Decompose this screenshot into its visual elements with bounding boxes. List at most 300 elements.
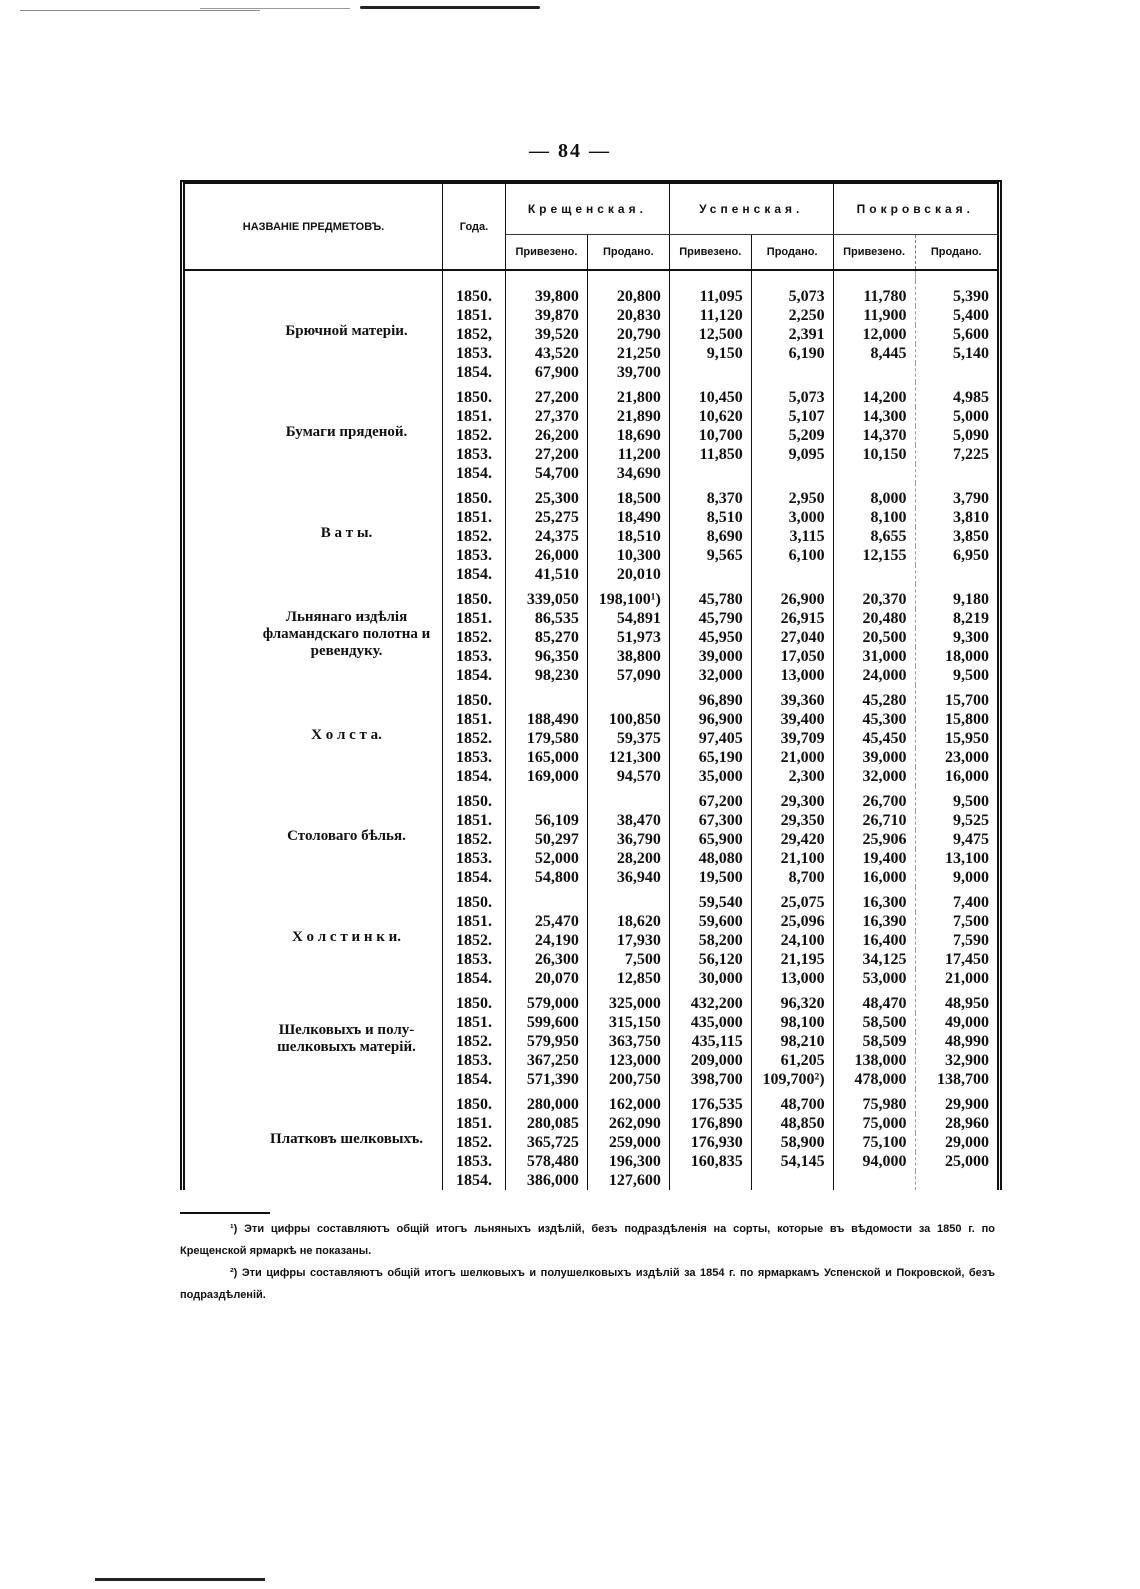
value-cell-k-sold: 34,690 bbox=[587, 464, 669, 483]
value-cell-u-sold: 5,073 bbox=[751, 281, 833, 306]
value-cell-p-in: 20,480 bbox=[833, 609, 915, 628]
value-cell-u-in: 9,565 bbox=[669, 546, 751, 565]
value-cell-p-in: 16,000 bbox=[833, 868, 915, 887]
year-cell: 1850. bbox=[443, 1089, 506, 1114]
value-cell-u-sold: 61,205 bbox=[751, 1051, 833, 1070]
value-cell-u-in: 176,535 bbox=[669, 1089, 751, 1114]
table-row bbox=[185, 685, 997, 710]
year-cell: 1852. bbox=[443, 1133, 506, 1152]
header-brought: Привезено. bbox=[669, 235, 751, 271]
value-cell-k-sold: 59,375 bbox=[587, 729, 669, 748]
header-year: Года. bbox=[443, 184, 506, 270]
value-cell-k-sold: 57,090 bbox=[587, 666, 669, 685]
value-cell-u-sold: 26,900 bbox=[751, 584, 833, 609]
value-cell-p-sold: 5,000 bbox=[953, 408, 989, 425]
year-cell: 1854. bbox=[443, 666, 506, 685]
value-cell-u-sold: 98,100 bbox=[751, 1013, 833, 1032]
year-cell: 1852. bbox=[443, 527, 506, 546]
value-cell-u-sold: 48,700 bbox=[751, 1089, 833, 1114]
value-cell-k-in: 25,470 bbox=[506, 912, 588, 931]
value-cell-k-sold: 262,090 bbox=[587, 1114, 669, 1133]
header-fair-pokrovskaya: Покровская. bbox=[833, 184, 997, 235]
year-cell: 1851. bbox=[443, 306, 506, 325]
year-cell: 1850. bbox=[443, 685, 506, 710]
value-cell-k-sold: 39,700 bbox=[587, 363, 669, 382]
item-name: Бумаги пряденой. bbox=[285, 424, 408, 440]
value-cell-u-in: 35,000 bbox=[669, 767, 751, 786]
value-cell-p-in: 138,000 bbox=[833, 1051, 915, 1070]
value-cell-k-in: 599,600 bbox=[506, 1013, 588, 1032]
year-cell: 1851. bbox=[443, 1114, 506, 1133]
value-cell-p-sold: 3,790 bbox=[953, 490, 989, 507]
value-cell-u-in: 10,700 bbox=[669, 426, 751, 445]
value-cell-p-in: 75,100 bbox=[833, 1133, 915, 1152]
value-cell-k-sold: 11,200 bbox=[587, 445, 669, 464]
value-cell-k-sold: 12,850 bbox=[587, 969, 669, 988]
footnote-rule bbox=[180, 1212, 270, 1214]
value-cell-k-sold: 51,973 bbox=[587, 628, 669, 647]
value-cell-u-sold: 2,391 bbox=[751, 325, 833, 344]
value-cell-u-in bbox=[669, 363, 751, 382]
value-cell-k-in: 98,230 bbox=[506, 666, 588, 685]
value-cell-k-in: 25,275 bbox=[506, 508, 588, 527]
value-cell-p-in: 39,000 bbox=[833, 748, 915, 767]
year-cell: 1854. bbox=[443, 1070, 506, 1089]
value-cell-p-sold: 138,700 bbox=[937, 1071, 989, 1088]
table-row bbox=[185, 483, 997, 508]
year-cell: 1854. bbox=[443, 1171, 506, 1190]
value-cell-p-sold: 15,800 bbox=[945, 711, 989, 728]
value-cell-p-in: 75,980 bbox=[833, 1089, 915, 1114]
value-cell-u-in: 65,900 bbox=[669, 830, 751, 849]
value-cell-p-in: 8,445 bbox=[833, 344, 915, 363]
value-cell-p-sold: 5,600 bbox=[953, 326, 989, 343]
value-cell-p-sold: 7,590 bbox=[953, 932, 989, 949]
value-cell-u-sold: 13,000 bbox=[751, 969, 833, 988]
header-fair-kreshchenskaya: Крещенская. bbox=[506, 184, 670, 235]
year-cell: 1850. bbox=[443, 281, 506, 306]
value-cell-p-in: 8,000 bbox=[833, 483, 915, 508]
year-cell: 1854. bbox=[443, 868, 506, 887]
value-cell-u-sold: 8,700 bbox=[751, 868, 833, 887]
value-cell-p-in: 14,300 bbox=[833, 407, 915, 426]
value-cell-k-sold: 28,200 bbox=[587, 849, 669, 868]
value-cell-k-sold: 54,891 bbox=[587, 609, 669, 628]
year-cell: 1851. bbox=[443, 1013, 506, 1032]
value-cell-k-sold: 17,930 bbox=[587, 931, 669, 950]
year-cell: 1852. bbox=[443, 830, 506, 849]
value-cell-p-sold: 9,180 bbox=[953, 591, 989, 608]
value-cell-k-in bbox=[506, 685, 588, 710]
value-cell-u-in: 8,690 bbox=[669, 527, 751, 546]
value-cell-k-in: 26,300 bbox=[506, 950, 588, 969]
value-cell-p-sold bbox=[915, 363, 997, 382]
value-cell-p-sold bbox=[915, 464, 997, 483]
value-cell-u-sold: 39,400 bbox=[751, 710, 833, 729]
value-cell-u-sold: 5,107 bbox=[751, 407, 833, 426]
value-cell-p-sold: 6,950 bbox=[953, 547, 989, 564]
value-cell-k-in: 56,109 bbox=[506, 811, 588, 830]
value-cell-u-in: 435,000 bbox=[669, 1013, 751, 1032]
year-cell: 1850. bbox=[443, 887, 506, 912]
value-cell-k-in: 188,490 bbox=[506, 710, 588, 729]
value-cell-k-sold: 200,750 bbox=[587, 1070, 669, 1089]
value-cell-u-sold bbox=[751, 464, 833, 483]
value-cell-k-in: 165,000 bbox=[506, 748, 588, 767]
year-cell: 1854. bbox=[443, 464, 506, 483]
scan-artifact bbox=[95, 1578, 265, 1581]
value-cell-u-sold: 5,073 bbox=[751, 382, 833, 407]
item-name: Брючной матеріи. bbox=[285, 323, 408, 339]
header-sold: Продано. bbox=[587, 235, 669, 271]
value-cell-p-in bbox=[833, 363, 915, 382]
value-cell-p-sold: 29,900 bbox=[945, 1096, 989, 1113]
item-name: Х о л с т а. bbox=[311, 727, 382, 743]
value-cell-u-sold: 9,095 bbox=[751, 445, 833, 464]
value-cell-k-sold: 38,470 bbox=[587, 811, 669, 830]
value-cell-u-in: 67,300 bbox=[669, 811, 751, 830]
value-cell-p-sold: 29,000 bbox=[945, 1134, 989, 1151]
value-cell-u-sold bbox=[751, 363, 833, 382]
value-cell-k-in: 86,535 bbox=[506, 609, 588, 628]
value-cell-u-in: 59,600 bbox=[669, 912, 751, 931]
item-name: Столоваго бѣлья. bbox=[287, 828, 406, 844]
value-cell-u-sold: 109,700²) bbox=[751, 1070, 833, 1089]
value-cell-p-in: 16,300 bbox=[833, 887, 915, 912]
value-cell-p-sold: 3,810 bbox=[953, 509, 989, 526]
value-cell-u-in bbox=[669, 565, 751, 584]
value-cell-k-in: 27,200 bbox=[506, 445, 588, 464]
value-cell-u-in: 176,890 bbox=[669, 1114, 751, 1133]
value-cell-p-sold: 8,219 bbox=[953, 610, 989, 627]
table-row bbox=[185, 887, 997, 912]
page-number: — 84 — bbox=[529, 140, 611, 162]
value-cell-p-sold: 23,000 bbox=[945, 749, 989, 766]
value-cell-p-in: 58,500 bbox=[833, 1013, 915, 1032]
year-cell: 1853. bbox=[443, 950, 506, 969]
value-cell-k-sold: 20,830 bbox=[587, 306, 669, 325]
value-cell-p-sold: 5,400 bbox=[953, 307, 989, 324]
value-cell-u-in: 45,780 bbox=[669, 584, 751, 609]
value-cell-k-sold: 18,500 bbox=[587, 483, 669, 508]
value-cell-p-sold bbox=[915, 1171, 997, 1190]
year-cell: 1851. bbox=[443, 407, 506, 426]
value-cell-k-in: 27,370 bbox=[506, 407, 588, 426]
value-cell-p-in: 16,400 bbox=[833, 931, 915, 950]
value-cell-k-sold: 21,250 bbox=[587, 344, 669, 363]
value-cell-k-sold: 36,790 bbox=[587, 830, 669, 849]
value-cell-k-in: 54,700 bbox=[506, 464, 588, 483]
value-cell-p-sold: 9,000 bbox=[953, 869, 989, 886]
value-cell-k-sold: 38,800 bbox=[587, 647, 669, 666]
value-cell-u-sold: 2,950 bbox=[751, 483, 833, 508]
year-cell: 1853. bbox=[443, 344, 506, 363]
value-cell-p-sold: 3,850 bbox=[953, 528, 989, 545]
value-cell-p-sold: 7,400 bbox=[953, 894, 989, 911]
year-cell: 1852. bbox=[443, 1032, 506, 1051]
year-cell: 1853. bbox=[443, 546, 506, 565]
value-cell-p-sold: 28,960 bbox=[945, 1115, 989, 1132]
value-cell-u-sold: 48,850 bbox=[751, 1114, 833, 1133]
year-cell: 1853. bbox=[443, 1051, 506, 1070]
value-cell-p-sold: 49,000 bbox=[945, 1014, 989, 1031]
value-cell-u-in: 10,620 bbox=[669, 407, 751, 426]
value-cell-k-sold: 325,000 bbox=[587, 988, 669, 1013]
value-cell-u-sold bbox=[751, 565, 833, 584]
value-cell-k-sold: 196,300 bbox=[587, 1152, 669, 1171]
value-cell-p-in: 14,200 bbox=[833, 382, 915, 407]
value-cell-k-in: 54,800 bbox=[506, 868, 588, 887]
value-cell-p-in: 45,450 bbox=[833, 729, 915, 748]
value-cell-p-sold: 21,000 bbox=[945, 970, 989, 987]
value-cell-k-in: 579,950 bbox=[506, 1032, 588, 1051]
value-cell-k-sold: 7,500 bbox=[587, 950, 669, 969]
value-cell-u-sold: 21,000 bbox=[751, 748, 833, 767]
value-cell-u-in: 398,700 bbox=[669, 1070, 751, 1089]
value-cell-u-sold: 6,100 bbox=[751, 546, 833, 565]
value-cell-u-in: 67,200 bbox=[669, 786, 751, 811]
item-name: В а т ы. bbox=[320, 525, 373, 541]
value-cell-p-in: 25,906 bbox=[833, 830, 915, 849]
scan-artifact bbox=[20, 6, 620, 9]
value-cell-k-sold: 18,510 bbox=[587, 527, 669, 546]
value-cell-u-in: 32,000 bbox=[669, 666, 751, 685]
item-name: Платковъ шелковыхъ. bbox=[270, 1131, 423, 1147]
value-cell-p-sold: 13,100 bbox=[945, 850, 989, 867]
value-cell-u-in bbox=[669, 1171, 751, 1190]
value-cell-p-sold: 32,900 bbox=[945, 1052, 989, 1069]
value-cell-p-in: 75,000 bbox=[833, 1114, 915, 1133]
fair-trade-table bbox=[180, 180, 1002, 1190]
value-cell-u-in: 176,930 bbox=[669, 1133, 751, 1152]
value-cell-u-in: 11,120 bbox=[669, 306, 751, 325]
header-item-name: НАЗВАНІЕ ПРЕДМЕТОВЪ. bbox=[185, 184, 443, 270]
value-cell-k-in: 26,000 bbox=[506, 546, 588, 565]
value-cell-p-in: 8,100 bbox=[833, 508, 915, 527]
value-cell-u-in: 209,000 bbox=[669, 1051, 751, 1070]
year-cell: 1850. bbox=[443, 786, 506, 811]
year-cell: 1850. bbox=[443, 988, 506, 1013]
value-cell-k-sold: 21,890 bbox=[587, 407, 669, 426]
value-cell-k-in: 280,085 bbox=[506, 1114, 588, 1133]
value-cell-k-sold: 315,150 bbox=[587, 1013, 669, 1032]
value-cell-p-in: 11,780 bbox=[833, 281, 915, 306]
value-cell-p-in: 12,155 bbox=[833, 546, 915, 565]
year-cell: 1851. bbox=[443, 710, 506, 729]
value-cell-p-sold: 16,000 bbox=[945, 768, 989, 785]
value-cell-u-in: 12,500 bbox=[669, 325, 751, 344]
year-cell: 1852. bbox=[443, 628, 506, 647]
table-row bbox=[185, 1089, 997, 1114]
value-cell-k-in: 339,050 bbox=[506, 584, 588, 609]
value-cell-u-sold: 96,320 bbox=[751, 988, 833, 1013]
value-cell-k-sold: 162,000 bbox=[587, 1089, 669, 1114]
footnotes bbox=[180, 1212, 995, 1306]
value-cell-u-sold: 21,195 bbox=[751, 950, 833, 969]
value-cell-u-in bbox=[669, 464, 751, 483]
value-cell-k-in: 39,800 bbox=[506, 281, 588, 306]
value-cell-u-sold: 25,096 bbox=[751, 912, 833, 931]
header-sold: Продано. bbox=[915, 235, 997, 271]
value-cell-k-in: 96,350 bbox=[506, 647, 588, 666]
value-cell-p-in bbox=[833, 565, 915, 584]
value-cell-u-sold: 27,040 bbox=[751, 628, 833, 647]
value-cell-p-sold: 48,950 bbox=[945, 995, 989, 1012]
value-cell-k-in bbox=[506, 786, 588, 811]
value-cell-p-sold: 4,985 bbox=[953, 389, 989, 406]
value-cell-p-sold: 9,500 bbox=[953, 793, 989, 810]
value-cell-u-in: 96,900 bbox=[669, 710, 751, 729]
value-cell-p-sold: 7,225 bbox=[953, 446, 989, 463]
year-cell: 1853. bbox=[443, 647, 506, 666]
value-cell-k-in: 43,520 bbox=[506, 344, 588, 363]
value-cell-p-in: 8,655 bbox=[833, 527, 915, 546]
value-cell-p-sold: 18,000 bbox=[945, 648, 989, 665]
value-cell-p-in: 31,000 bbox=[833, 647, 915, 666]
year-cell: 1850. bbox=[443, 382, 506, 407]
value-cell-k-in: 367,250 bbox=[506, 1051, 588, 1070]
value-cell-p-sold: 9,300 bbox=[953, 629, 989, 646]
year-cell: 1851. bbox=[443, 811, 506, 830]
value-cell-p-in: 10,150 bbox=[833, 445, 915, 464]
year-cell: 1851. bbox=[443, 609, 506, 628]
value-cell-u-sold: 17,050 bbox=[751, 647, 833, 666]
value-cell-k-sold: 18,490 bbox=[587, 508, 669, 527]
value-cell-k-in: 365,725 bbox=[506, 1133, 588, 1152]
value-cell-u-sold: 3,115 bbox=[751, 527, 833, 546]
value-cell-u-sold: 39,709 bbox=[751, 729, 833, 748]
value-cell-u-sold: 54,145 bbox=[751, 1152, 833, 1171]
value-cell-p-in: 58,509 bbox=[833, 1032, 915, 1051]
table-row bbox=[185, 786, 997, 811]
value-cell-k-in: 571,390 bbox=[506, 1070, 588, 1089]
value-cell-k-in: 25,300 bbox=[506, 483, 588, 508]
value-cell-p-in: 53,000 bbox=[833, 969, 915, 988]
value-cell-k-in: 85,270 bbox=[506, 628, 588, 647]
value-cell-k-sold: 21,800 bbox=[587, 382, 669, 407]
value-cell-p-in: 26,700 bbox=[833, 786, 915, 811]
value-cell-k-sold: 259,000 bbox=[587, 1133, 669, 1152]
value-cell-p-sold: 5,090 bbox=[953, 427, 989, 444]
item-name: Х о л с т и н к и. bbox=[291, 929, 402, 945]
value-cell-k-in: 52,000 bbox=[506, 849, 588, 868]
value-cell-p-sold: 48,990 bbox=[945, 1033, 989, 1050]
value-cell-p-in: 478,000 bbox=[833, 1070, 915, 1089]
value-cell-p-sold: 15,700 bbox=[945, 692, 989, 709]
value-cell-u-in: 45,790 bbox=[669, 609, 751, 628]
year-cell: 1854. bbox=[443, 767, 506, 786]
value-cell-k-sold: 198,100¹) bbox=[587, 584, 669, 609]
value-cell-p-in: 24,000 bbox=[833, 666, 915, 685]
year-cell: 1852. bbox=[443, 931, 506, 950]
value-cell-u-in: 58,200 bbox=[669, 931, 751, 950]
value-cell-u-sold: 25,075 bbox=[751, 887, 833, 912]
item-name: Льнянаго издѣлія фламандскаго полотна и ревендуку. bbox=[262, 609, 431, 659]
value-cell-p-in: 11,900 bbox=[833, 306, 915, 325]
value-cell-u-in: 39,000 bbox=[669, 647, 751, 666]
year-cell: 1853. bbox=[443, 445, 506, 464]
value-cell-u-sold: 2,300 bbox=[751, 767, 833, 786]
value-cell-u-in: 45,950 bbox=[669, 628, 751, 647]
value-cell-k-sold: 94,570 bbox=[587, 767, 669, 786]
value-cell-k-in: 579,000 bbox=[506, 988, 588, 1013]
value-cell-k-sold: 18,620 bbox=[587, 912, 669, 931]
year-cell: 1850. bbox=[443, 483, 506, 508]
value-cell-u-in: 10,450 bbox=[669, 382, 751, 407]
value-cell-k-in: 39,870 bbox=[506, 306, 588, 325]
table-row bbox=[185, 281, 997, 306]
value-cell-k-sold: 123,000 bbox=[587, 1051, 669, 1070]
value-cell-k-sold bbox=[587, 786, 669, 811]
table-body bbox=[185, 270, 997, 1190]
value-cell-p-in: 20,370 bbox=[833, 584, 915, 609]
value-cell-k-sold: 20,790 bbox=[587, 325, 669, 344]
value-cell-k-sold: 36,940 bbox=[587, 868, 669, 887]
table-row bbox=[185, 584, 997, 609]
year-cell: 1852. bbox=[443, 729, 506, 748]
item-name: Шелковыхъ и полу-шелковыхъ матерій. bbox=[277, 1021, 416, 1055]
value-cell-u-sold: 6,190 bbox=[751, 344, 833, 363]
value-cell-u-sold: 29,350 bbox=[751, 811, 833, 830]
value-cell-p-in: 12,000 bbox=[833, 325, 915, 344]
value-cell-u-in: 11,095 bbox=[669, 281, 751, 306]
value-cell-p-in: 20,500 bbox=[833, 628, 915, 647]
value-cell-k-in: 26,200 bbox=[506, 426, 588, 445]
value-cell-p-sold: 5,390 bbox=[953, 288, 989, 305]
value-cell-p-in: 19,400 bbox=[833, 849, 915, 868]
value-cell-u-sold: 5,209 bbox=[751, 426, 833, 445]
value-cell-k-sold: 127,600 bbox=[587, 1171, 669, 1190]
year-cell: 1854. bbox=[443, 363, 506, 382]
year-cell: 1853. bbox=[443, 1152, 506, 1171]
value-cell-p-in bbox=[833, 1171, 915, 1190]
value-cell-p-in: 14,370 bbox=[833, 426, 915, 445]
value-cell-u-in: 435,115 bbox=[669, 1032, 751, 1051]
table-row bbox=[185, 988, 997, 1013]
value-cell-k-sold bbox=[587, 887, 669, 912]
header-brought: Привезено. bbox=[833, 235, 915, 271]
year-cell: 1851. bbox=[443, 508, 506, 527]
header-brought: Привезено. bbox=[506, 235, 588, 271]
value-cell-k-sold: 18,690 bbox=[587, 426, 669, 445]
value-cell-k-in: 169,000 bbox=[506, 767, 588, 786]
value-cell-k-sold: 121,300 bbox=[587, 748, 669, 767]
value-cell-u-sold: 29,420 bbox=[751, 830, 833, 849]
value-cell-u-in: 97,405 bbox=[669, 729, 751, 748]
value-cell-p-sold: 17,450 bbox=[945, 951, 989, 968]
value-cell-k-in: 179,580 bbox=[506, 729, 588, 748]
value-cell-u-in: 30,000 bbox=[669, 969, 751, 988]
value-cell-u-sold: 29,300 bbox=[751, 786, 833, 811]
value-cell-u-sold: 3,000 bbox=[751, 508, 833, 527]
value-cell-k-sold: 10,300 bbox=[587, 546, 669, 565]
value-cell-k-in: 67,900 bbox=[506, 363, 588, 382]
table-row bbox=[185, 382, 997, 407]
value-cell-k-in: 20,070 bbox=[506, 969, 588, 988]
value-cell-k-in: 386,000 bbox=[506, 1171, 588, 1190]
value-cell-k-in: 39,520 bbox=[506, 325, 588, 344]
value-cell-p-in: 94,000 bbox=[833, 1152, 915, 1171]
value-cell-p-sold: 9,500 bbox=[953, 667, 989, 684]
value-cell-u-in: 48,080 bbox=[669, 849, 751, 868]
value-cell-u-sold: 26,915 bbox=[751, 609, 833, 628]
footnote-2: ²) Эти цифры составляютъ общій итогъ шелковыхъ и полушелковыхъ издѣлій за 1854 г. по ярмаркамъ Успенской и Покровской, безъ подраздѣленій. bbox=[180, 1267, 995, 1301]
value-cell-u-in: 65,190 bbox=[669, 748, 751, 767]
value-cell-p-in: 45,300 bbox=[833, 710, 915, 729]
value-cell-k-in: 578,480 bbox=[506, 1152, 588, 1171]
value-cell-u-in: 432,200 bbox=[669, 988, 751, 1013]
header-fair-uspenskaya: Успенская. bbox=[669, 184, 833, 235]
